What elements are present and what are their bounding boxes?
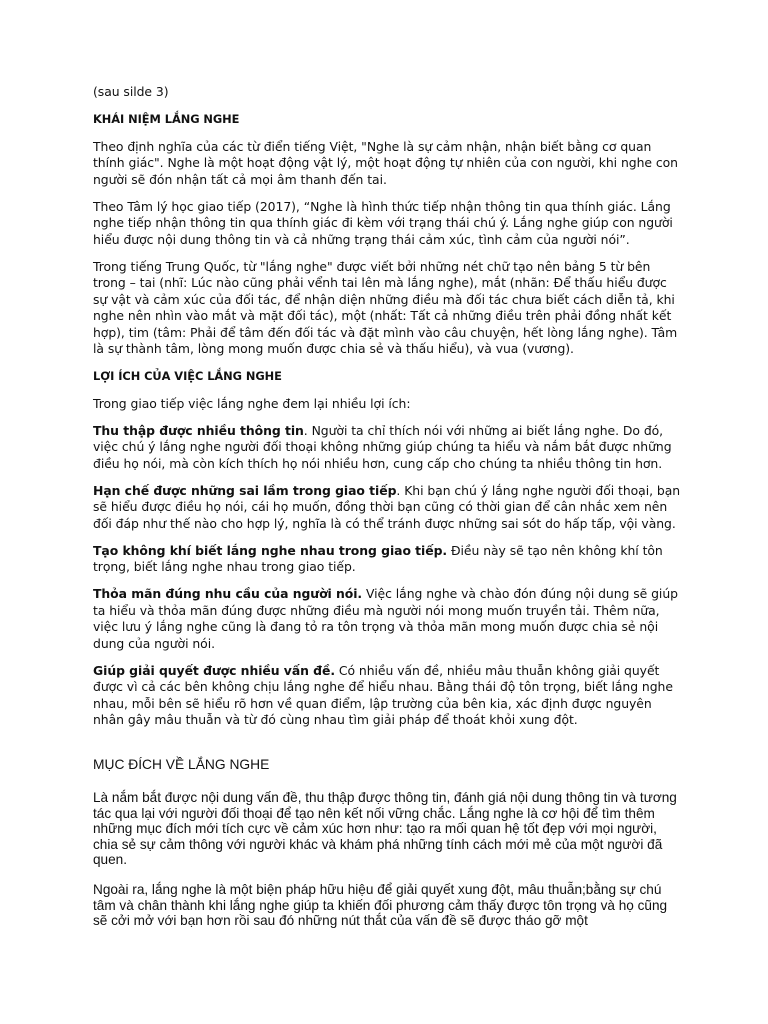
heading-muc-dich: MỤC ĐÍCH VỀ LẮNG NGHE — [93, 757, 270, 772]
benefit-1-text: . Người ta chỉ thích nói với những ai biết lắng nghe. Do đó, việc chú ý lắng nghe người đối thoại không những giúp chúng ta hiểu và nắm bắt được những điều họ nói, mà còn kích thích họ nói nhiều hơn, cung cấp cho chúng ta nhiều thông tin hơn. — [93, 422, 672, 471]
benefit-1 — [93, 423, 683, 473]
heading-loi-ich: LỢI ÍCH CỦA VIỆC LẮNG NGHE — [93, 369, 282, 383]
benefit-4-text: Việc lắng nghe và chào đón đúng nội dung sẽ giúp ta hiểu và thỏa mãn đúng được những điều mà người nói mong muốn truyền tải. Thêm nữa, việc lưu ý lắng nghe cũng là đang tỏ ra tôn trọng và thỏa mãn mong muốn được chia sẻ nội dung của người nói. — [93, 586, 678, 651]
benefit-4-title: Thỏa mãn đúng nhu cầu của người nói. — [93, 586, 363, 601]
slide-note: (sau silde 3) — [93, 84, 169, 99]
benefit-5-text: Có nhiều vấn đề, nhiều mâu thuẫn không giải quyết được vì cả các bên không chịu lắng nghe để hiểu nhau. Bằng thái độ tôn trọng, biết lắng nghe nhau, mỗi bên sẽ hiểu rõ hơn về quan điểm, lập trường của bên kia, xác định được nguyên nhân gây mâu thuẫn và từ đó cùng nhau tìm giải pháp để thoát khỏi xung đột. — [93, 662, 673, 727]
benefit-5-title: Giúp giải quyết được nhiều vấn đề. — [93, 662, 336, 678]
section-muc-dich — [93, 757, 685, 943]
paragraph-intro-benefits: Trong giao tiếp việc lắng nghe đem lại nhiều lợi ích: — [93, 395, 411, 411]
benefit-3-title: Tạo không khí biết lắng nghe nhau trong giao tiếp. — [93, 542, 448, 558]
paragraph-chinese: Trong tiếng Trung Quốc, từ "lắng nghe" được viết bởi những nét chữ tạo nên bảng 5 từ bên trong – tai (nhĩ: Lúc nào cũng phải vểnh tai lên mà lắng nghe), mắt (nhãn: Để thấu hiểu được sự vật và cảm xúc của đối tác, để nhận diện những điều mà đối tác chưa biết cách diễn tả, khi nghe nên nhìn vào mắt và mặt đối tác), một (nhất: Tất cả những điều trên phải đồng nhất kết hợp), tim (tâm: Phải để tâm đến đối tác và đặt mình vào câu chuyện, hết lòng lắng nghe). Tâm là sự thành tâm, lòng mong muốn được chia sẻ và thấu hiểu), và vua (vương). — [93, 258, 678, 356]
benefit-2 — [93, 483, 683, 533]
benefit-3 — [93, 543, 683, 576]
benefit-4 — [93, 586, 683, 652]
heading-khai-niem: KHÁI NIỆM LẮNG NGHE — [93, 112, 240, 126]
benefit-1-title: Thu thập được nhiều thông tin — [93, 422, 304, 438]
paragraph-psychology: Theo Tâm lý học giao tiếp (2017), “Nghe là hình thức tiếp nhận thông tin qua thính giác. Lắng nghe tiếp nhận thông tin qua thính giác đi kèm với trạng thái chú ý. Lắng nghe giúp con người hiểu được nội dung thông tin và cả những trạng thái cảm xúc, tình cảm của người nói”. — [93, 198, 673, 247]
benefit-5 — [93, 663, 683, 729]
paragraph-definition: Theo định nghĩa của các từ điển tiếng Việt, "Nghe là sự cảm nhận, nhận biết bằng cơ quan thính giác". Nghe là một hoạt động vật lý, một hoạt động tự nhiên của con người, khi nghe con người sẽ đón nhận tất cả mọi âm thanh đến tai. — [93, 138, 678, 187]
paragraph-purpose: Là nắm bắt được nội dung vấn đề, thu thập được thông tin, đánh giá nội dung thông tin và tương tác qua lại với người đối thoại để tạo nên kết nối vững chắc. Lắng nghe là cơ hội để tìm thêm những mục đích mới tích cực về cảm xúc hơn như: tạo ra mối quan hệ tốt đẹp với mọi người, chia sẻ sự cảm thông với người khác và khám phá những tính cách mới mẻ của một người đã quen. — [93, 790, 677, 868]
page-bottom-margin — [0, 940, 768, 1024]
document-body — [93, 84, 683, 739]
benefit-2-title: Hạn chế được những sai lầm trong giao tiếp — [93, 482, 397, 498]
benefit-2-text: . Khi bạn chú ý lắng nghe người đối thoại, bạn sẽ hiểu được điều họ nói, cái họ muốn, đồng thời bạn cũng có thời gian để cân nhắc xem nên đối đáp như thế nào cho hợp lý, nghĩa là có thể tránh được những sai sót do hấp tấp, vội vàng. — [93, 482, 681, 531]
paragraph-conflict: Ngoài ra, lắng nghe là một biện pháp hữu hiệu để giải quyết xung đột, mâu thuẫn;bằng sự chú tâm và chân thành khi lắng nghe giúp ta khiến đối phương cảm thấy được tôn trọng và họ cũng sẽ cởi mở với bạn hơn rồi sau đó những nút thắt của vấn đề sẽ được tháo gỡ một — [93, 881, 668, 929]
benefit-3-text: Điều này sẽ tạo nên không khí tôn trọng, biết lắng nghe nhau trong giao tiếp. — [93, 542, 663, 574]
